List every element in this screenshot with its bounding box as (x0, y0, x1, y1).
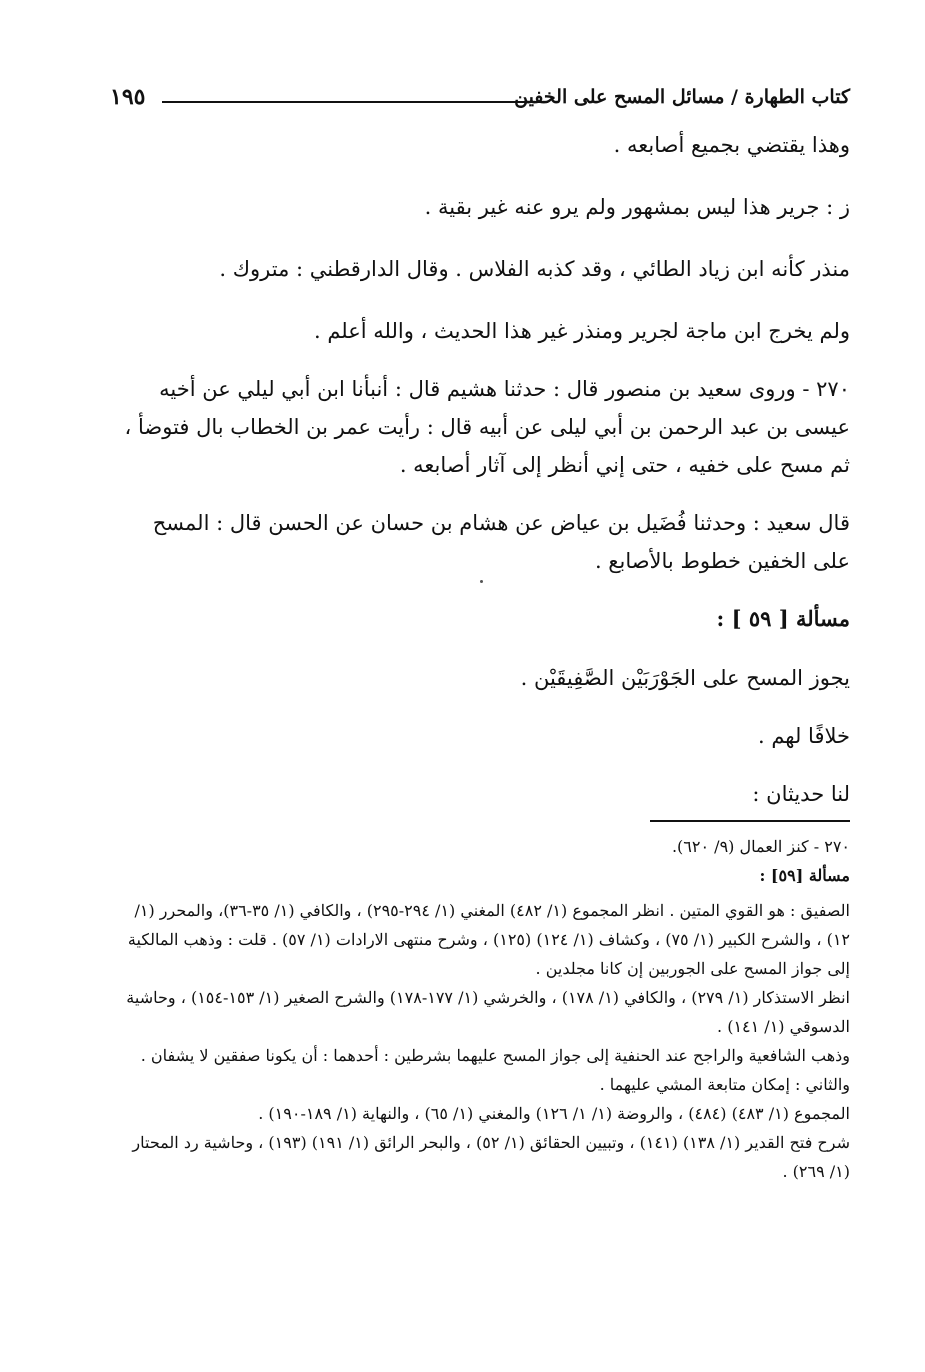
footnote-definition: الصفيق : هو القوي المتين . انظر المجموع (١/ ٤٨٢) المغني (١/ ٢٩٤-٢٩٥) ، والكافي (١/ ٣٥-٣٦)، والمحرر (١/ ١٢) ، والشرح الكبير (١/ ٧٥) ، وكشاف (١/ ١٢٤) (١٢٥) ، وشرح منتهى الارادات (١/ ٥٧) . قلت : وذهب المالكية إلى جواز المسح على الجوربين إن كانا مجلدين . (127, 901, 850, 978)
evidence-intro: لنا حديثان : (752, 782, 850, 806)
paragraph-4: ولم يخرج ابن ماجة لجرير ومنذر غير هذا الحديث ، والله أعلم . (313, 319, 850, 343)
footnote-hanafi-refs: شرح فتح القدير (١/ ١٣٨) (١٤١) ، وتبيين الحقائق (١/ ٥٢) ، والبحر الرائق (١/ ١٩١) (١٩٣) ، وحاشية رد المحتار (١/ ٢٦٩) . (132, 1133, 850, 1181)
footnote-shafii-view: وذهب الشافعية والراجح عند الحنفية إلى جواز المسح عليهما بشرطين : أحدهما : أن يكونا صفقين لا يشفان . (140, 1046, 850, 1065)
footnote-270: ٢٧٠ - كنز العمال (٩/ ٦٢٠). (671, 837, 850, 856)
footnote-shafii-refs: المجموع (١/ ٤٨٣) (٤٨٤) ، والروضة (١/ ١/ ١٢٦) والمغني (١/ ٦٥) ، والنهاية (١/ ١٨٩-١٩٠) . (258, 1104, 850, 1123)
paragraph-2: ز : جرير هذا ليس بمشهور ولم يرو عنه غير بقية . (424, 195, 850, 219)
footnote-issue-heading: مسألة [٥٩] : (759, 866, 850, 885)
paragraph-1: وهذا يقتضي بجميع أصابعه . (613, 133, 850, 157)
footnote-second-condition: والثاني : إمكان متابعة المشي عليهما . (599, 1075, 850, 1094)
stray-mark (480, 580, 483, 583)
running-title: كتاب الطهارة / مسائل المسح على الخفين (514, 86, 850, 108)
opposing-view: خلافًا لهم . (757, 724, 850, 748)
issue-heading: مسألة [ ٥٩ ] : (716, 606, 850, 631)
header-rule (162, 101, 548, 103)
paragraph-3: منذر كأنه ابن زياد الطائي ، وقد كذبه الفلاس . وقال الدارقطني : متروك . (219, 257, 850, 281)
main-text (110, 126, 850, 813)
page-header (110, 80, 850, 120)
footnote-separator (650, 820, 850, 822)
footnotes (110, 832, 850, 1186)
issue-ruling: يجوز المسح على الجَوْرَبَيْن الصَّفِيقَيْن . (520, 666, 850, 690)
page-number: ١٩٥ (110, 84, 146, 110)
hadith-270: ٢٧٠ - وروى سعيد بن منصور قال : حدثنا هشيم قال : أنبأنا ابن أبي ليلي عن أخيه عيسى بن عبد الرحمن بن أبي ليلى عن أبيه قال : رأيت عمر بن الخطاب بال فتوضأ ، ثم مسح على خفيه ، حتى إني أنظر إلى آثار أصابعه . (124, 377, 850, 477)
footnote-maliki-refs: انظر الاستذكار (١/ ٢٧٩) ، والكافي (١/ ١٧٨) ، والخرشي (١/ ١٧٧-١٧٨) والشرح الصغير (١/ ١٥٣-١٥٤) ، وحاشية الدسوقي (١/ ١٤١) . (126, 988, 850, 1036)
paragraph-said: قال سعيد : وحدثنا فُضَيل بن عياض عن هشام بن حسان عن الحسن قال : المسح على الخفين خطوط بالأصابع . (152, 511, 850, 573)
